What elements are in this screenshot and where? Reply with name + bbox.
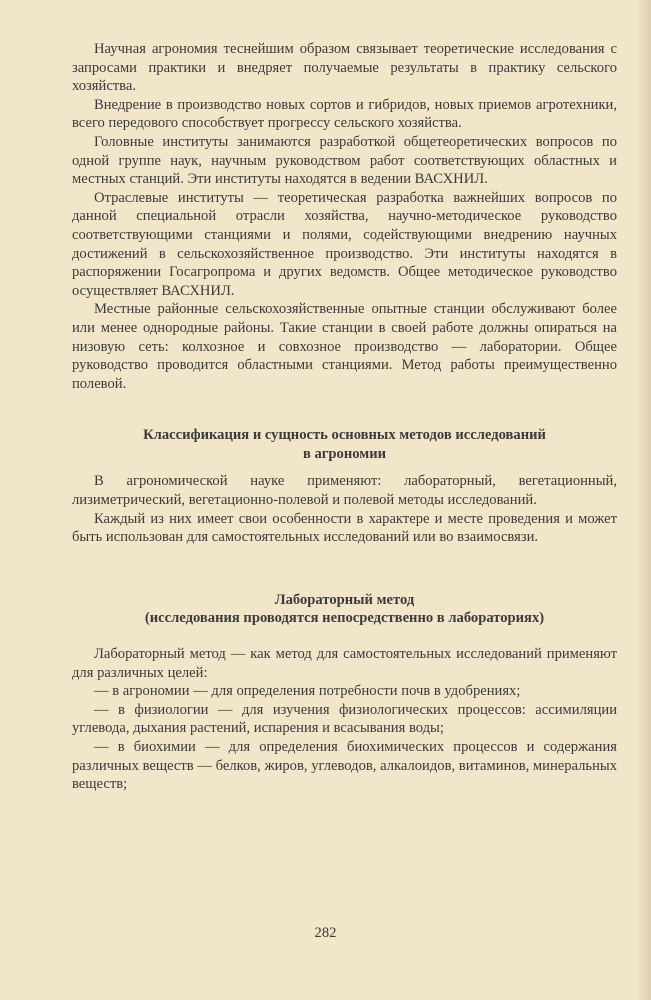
section-heading: (исследования проводятся непосредственно в лабораториях) — [144, 610, 545, 627]
paragraph: Отраслевые институты — теоретическая разработка важнейших вопросов по данной специальной отрасли хозяйства, научно-методическое руководство соответствующими станциями и полями, содействующими внедрению научных достижений в сельскохозяйственное производство. Эти институты находятся в распоряжении Госагропрома и других ведомств. Общее методическое руководство осуществляет ВАСХНИЛ. — [72, 189, 617, 299]
section-heading: в агрономии — [302, 445, 387, 462]
page-body — [72, 40, 617, 794]
list-item: — в агрономии — для определения потребности почв в удобрениях; — [94, 683, 521, 700]
intro-section — [72, 40, 617, 393]
paragraph: Лабораторный метод — как метод для самостоятельных исследований применяют для различных целей: — [72, 646, 617, 681]
paragraph: В агрономической науке применяют: лабораторный, вегетационный, лизиметрический, вегетационно-полевой и полевой методы исследований. — [72, 473, 617, 509]
paragraph: Внедрение в производство новых сортов и гибридов, новых приемов агротехники, всего передового способствует прогрессу сельского хозяйства. — [72, 96, 617, 132]
paragraph: Научная агрономия теснейшим образом связывает теоретические исследования с запросами практики и внедряет получаемые результаты в практику сельского хозяйства. — [72, 41, 617, 95]
classification-section — [72, 426, 617, 547]
list-item: — в биохимии — для определения биохимических процессов и содержания различных веществ — белков, жиров, углеводов, алкалоидов, витаминов, минеральных веществ; — [72, 739, 617, 793]
page-edge-shadow — [637, 0, 651, 1000]
paragraph: Местные районные сельскохозяйственные опытные станции обслуживают более или менее однородные районы. Такие станции в своей работе должны опираться на низовую сеть: колхозное и совхозное производство — лаборатории. Общее руководство проводится областными станциями. Метод работы преимущественно полевой. — [72, 301, 617, 392]
page-number: 282 — [314, 925, 337, 941]
paragraph: Каждый из них имеет свои особенности в характере и месте проведения и может быть использован для самостоятельных исследований или во взаимосвязи. — [72, 510, 617, 546]
section-heading: Лабораторный метод — [274, 591, 415, 608]
paragraph: Головные институты занимаются разработкой общетеоретических вопросов по одной группе наук, научным руководством работ соответствующих областных и местных станций. Эти институты находятся в ведении ВАСХНИЛ. — [72, 133, 617, 188]
section-heading: Классификация и сущность основных методов исследований — [143, 427, 546, 444]
laboratory-method-section — [72, 591, 617, 794]
list-item: — в физиологии — для изучения физиологических процессов: ассимиляции углевода, дыхания растений, испарения и всасывания воды; — [72, 701, 617, 737]
